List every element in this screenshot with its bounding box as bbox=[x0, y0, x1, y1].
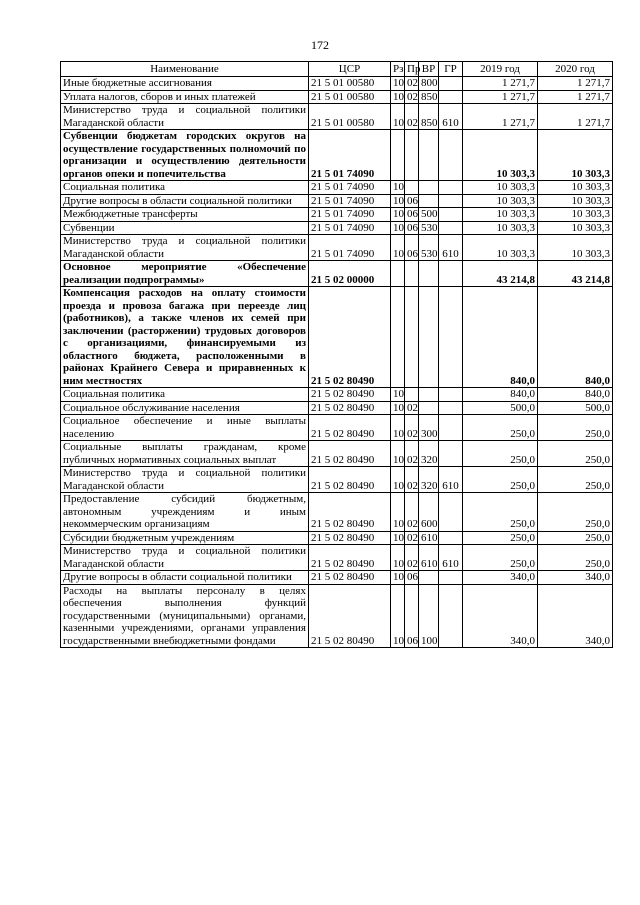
table-row bbox=[61, 441, 613, 467]
cell-rz: 10 bbox=[391, 221, 405, 235]
cell-pr: 06 bbox=[405, 235, 419, 261]
cell-vr bbox=[419, 261, 439, 287]
cell-name: Другие вопросы в области социальной политики bbox=[61, 194, 309, 208]
cell-rz bbox=[391, 287, 405, 388]
cell-2019: 10 303,3 bbox=[463, 221, 538, 235]
cell-csr: 21 5 02 00000 bbox=[309, 261, 391, 287]
cell-gr: 610 bbox=[439, 235, 463, 261]
cell-gr bbox=[439, 221, 463, 235]
cell-vr: 320 bbox=[419, 467, 439, 493]
cell-2019: 43 214,8 bbox=[463, 261, 538, 287]
cell-name: Социальное обслуживание населения bbox=[61, 401, 309, 415]
cell-pr bbox=[405, 130, 419, 181]
header-pr: Пр bbox=[405, 62, 419, 77]
cell-pr bbox=[405, 388, 419, 402]
cell-2019: 10 303,3 bbox=[463, 235, 538, 261]
cell-2020: 840,0 bbox=[538, 388, 613, 402]
cell-vr: 610 bbox=[419, 545, 439, 571]
cell-csr: 21 5 01 00580 bbox=[309, 104, 391, 130]
cell-name: Министерство труда и социальной политики Магаданской области bbox=[61, 235, 309, 261]
table-row bbox=[61, 221, 613, 235]
cell-pr: 02 bbox=[405, 104, 419, 130]
cell-csr: 21 5 02 80490 bbox=[309, 571, 391, 585]
cell-vr: 500 bbox=[419, 208, 439, 222]
cell-rz: 10 bbox=[391, 415, 405, 441]
cell-2019: 10 303,3 bbox=[463, 130, 538, 181]
table-row bbox=[61, 235, 613, 261]
table-row bbox=[61, 584, 613, 648]
cell-csr: 21 5 02 80490 bbox=[309, 531, 391, 545]
cell-vr bbox=[419, 287, 439, 388]
cell-rz: 10 bbox=[391, 493, 405, 532]
cell-2019: 500,0 bbox=[463, 401, 538, 415]
cell-pr: 02 bbox=[405, 441, 419, 467]
page-number: 172 bbox=[311, 38, 329, 52]
cell-2020: 10 303,3 bbox=[538, 235, 613, 261]
cell-2020: 10 303,3 bbox=[538, 221, 613, 235]
cell-gr bbox=[439, 571, 463, 585]
cell-2020: 1 271,7 bbox=[538, 104, 613, 130]
cell-csr: 21 5 02 80490 bbox=[309, 388, 391, 402]
cell-rz: 10 bbox=[391, 531, 405, 545]
cell-rz: 10 bbox=[391, 584, 405, 648]
table-row bbox=[61, 90, 613, 104]
table-row bbox=[61, 287, 613, 388]
cell-name: Межбюджетные трансферты bbox=[61, 208, 309, 222]
table-row bbox=[61, 181, 613, 195]
cell-2019: 10 303,3 bbox=[463, 181, 538, 195]
cell-csr: 21 5 02 80490 bbox=[309, 441, 391, 467]
cell-csr: 21 5 02 80490 bbox=[309, 401, 391, 415]
cell-name: Субвенции бюджетам городских округов на осуществление государственных полномочий по организации и осуществлению деятельности органов опеки и попечительства bbox=[61, 130, 309, 181]
cell-gr: 610 bbox=[439, 104, 463, 130]
cell-rz: 10 bbox=[391, 90, 405, 104]
cell-2020: 10 303,3 bbox=[538, 194, 613, 208]
cell-name: Министерство труда и социальной политики Магаданской области bbox=[61, 545, 309, 571]
cell-name: Социальное обеспечение и иные выплаты населению bbox=[61, 415, 309, 441]
header-2019: 2019 год bbox=[463, 62, 538, 77]
header-vr: ВР bbox=[419, 62, 439, 77]
cell-csr: 21 5 01 74090 bbox=[309, 235, 391, 261]
cell-csr: 21 5 02 80490 bbox=[309, 415, 391, 441]
cell-name: Предоставление субсидий бюджетным, автономным учреждениям и иным некоммерческим организациям bbox=[61, 493, 309, 532]
table-row bbox=[61, 388, 613, 402]
table-row bbox=[61, 208, 613, 222]
cell-2019: 250,0 bbox=[463, 531, 538, 545]
cell-pr: 02 bbox=[405, 415, 419, 441]
cell-gr bbox=[439, 208, 463, 222]
cell-2020: 250,0 bbox=[538, 531, 613, 545]
cell-2019: 250,0 bbox=[463, 415, 538, 441]
cell-rz: 10 bbox=[391, 77, 405, 91]
cell-csr: 21 5 02 80490 bbox=[309, 545, 391, 571]
cell-2020: 10 303,3 bbox=[538, 208, 613, 222]
cell-2020: 500,0 bbox=[538, 401, 613, 415]
table-row bbox=[61, 415, 613, 441]
cell-csr: 21 5 02 80490 bbox=[309, 287, 391, 388]
header-rz: Рз bbox=[391, 62, 405, 77]
cell-name: Компенсация расходов на оплату стоимости проезда и провоза багажа при переезде лиц (работников), а также членов их семей при заключении (расторжении) трудовых договоров с организациями, финансируемыми из областного бюджета, расположенными в районах Крайнего Севера и приравненных к ним местностях bbox=[61, 287, 309, 388]
budget-table bbox=[60, 61, 613, 648]
cell-gr bbox=[439, 181, 463, 195]
table-row bbox=[61, 467, 613, 493]
cell-vr bbox=[419, 181, 439, 195]
cell-2020: 340,0 bbox=[538, 584, 613, 648]
cell-2019: 1 271,7 bbox=[463, 90, 538, 104]
cell-2019: 250,0 bbox=[463, 493, 538, 532]
cell-csr: 21 5 02 80490 bbox=[309, 493, 391, 532]
cell-vr: 300 bbox=[419, 415, 439, 441]
cell-pr: 02 bbox=[405, 401, 419, 415]
cell-name: Социальные выплаты гражданам, кроме публичных нормативных социальных выплат bbox=[61, 441, 309, 467]
cell-csr: 21 5 01 74090 bbox=[309, 208, 391, 222]
cell-gr bbox=[439, 584, 463, 648]
cell-name: Социальная политика bbox=[61, 388, 309, 402]
cell-vr bbox=[419, 388, 439, 402]
cell-rz: 10 bbox=[391, 401, 405, 415]
cell-pr: 06 bbox=[405, 194, 419, 208]
cell-pr: 02 bbox=[405, 77, 419, 91]
cell-2019: 1 271,7 bbox=[463, 77, 538, 91]
cell-vr bbox=[419, 401, 439, 415]
cell-vr: 850 bbox=[419, 104, 439, 130]
cell-name: Другие вопросы в области социальной политики bbox=[61, 571, 309, 585]
cell-gr bbox=[439, 261, 463, 287]
cell-gr bbox=[439, 194, 463, 208]
cell-vr: 100 bbox=[419, 584, 439, 648]
cell-csr: 21 5 01 00580 bbox=[309, 77, 391, 91]
cell-csr: 21 5 01 74090 bbox=[309, 130, 391, 181]
cell-pr: 06 bbox=[405, 584, 419, 648]
cell-name: Иные бюджетные ассигнования bbox=[61, 77, 309, 91]
cell-pr: 02 bbox=[405, 531, 419, 545]
cell-gr bbox=[439, 493, 463, 532]
cell-name: Субвенции bbox=[61, 221, 309, 235]
table-row bbox=[61, 545, 613, 571]
cell-vr: 530 bbox=[419, 235, 439, 261]
cell-pr bbox=[405, 181, 419, 195]
cell-pr: 06 bbox=[405, 221, 419, 235]
cell-gr bbox=[439, 441, 463, 467]
table-row bbox=[61, 194, 613, 208]
cell-rz: 10 bbox=[391, 467, 405, 493]
cell-rz: 10 bbox=[391, 104, 405, 130]
cell-gr bbox=[439, 77, 463, 91]
cell-gr bbox=[439, 415, 463, 441]
cell-2019: 340,0 bbox=[463, 571, 538, 585]
cell-2020: 1 271,7 bbox=[538, 90, 613, 104]
table-row bbox=[61, 571, 613, 585]
cell-2019: 840,0 bbox=[463, 287, 538, 388]
cell-2019: 250,0 bbox=[463, 545, 538, 571]
cell-gr bbox=[439, 287, 463, 388]
cell-csr: 21 5 01 74090 bbox=[309, 181, 391, 195]
cell-2019: 10 303,3 bbox=[463, 194, 538, 208]
cell-gr: 610 bbox=[439, 545, 463, 571]
cell-vr: 600 bbox=[419, 493, 439, 532]
cell-vr: 850 bbox=[419, 90, 439, 104]
cell-gr bbox=[439, 388, 463, 402]
table-header-row bbox=[61, 62, 613, 77]
cell-2020: 1 271,7 bbox=[538, 77, 613, 91]
cell-gr bbox=[439, 531, 463, 545]
cell-rz: 10 bbox=[391, 545, 405, 571]
cell-2019: 250,0 bbox=[463, 441, 538, 467]
cell-gr bbox=[439, 401, 463, 415]
cell-rz: 10 bbox=[391, 388, 405, 402]
cell-csr: 21 5 01 74090 bbox=[309, 194, 391, 208]
cell-2019: 10 303,3 bbox=[463, 208, 538, 222]
cell-2020: 250,0 bbox=[538, 441, 613, 467]
cell-2020: 340,0 bbox=[538, 571, 613, 585]
cell-2020: 840,0 bbox=[538, 287, 613, 388]
cell-vr: 320 bbox=[419, 441, 439, 467]
table-row bbox=[61, 401, 613, 415]
cell-2020: 10 303,3 bbox=[538, 130, 613, 181]
table-row bbox=[61, 531, 613, 545]
cell-2019: 340,0 bbox=[463, 584, 538, 648]
cell-vr: 610 bbox=[419, 531, 439, 545]
header-csr: ЦСР bbox=[309, 62, 391, 77]
table-row bbox=[61, 261, 613, 287]
cell-vr: 800 bbox=[419, 77, 439, 91]
cell-csr: 21 5 02 80490 bbox=[309, 584, 391, 648]
cell-pr: 02 bbox=[405, 493, 419, 532]
table-body bbox=[61, 77, 613, 648]
cell-csr: 21 5 02 80490 bbox=[309, 467, 391, 493]
cell-rz: 10 bbox=[391, 208, 405, 222]
cell-vr bbox=[419, 571, 439, 585]
cell-2020: 250,0 bbox=[538, 467, 613, 493]
cell-vr bbox=[419, 194, 439, 208]
cell-name: Уплата налогов, сборов и иных платежей bbox=[61, 90, 309, 104]
cell-vr bbox=[419, 130, 439, 181]
table-row bbox=[61, 130, 613, 181]
cell-csr: 21 5 01 74090 bbox=[309, 221, 391, 235]
cell-rz: 10 bbox=[391, 571, 405, 585]
cell-pr bbox=[405, 261, 419, 287]
cell-name: Расходы на выплаты персоналу в целях обеспечения выполнения функций государственными (муниципальными) органами, казенными учреждениями, органами управления государственными внебюджетными фондами bbox=[61, 584, 309, 648]
cell-rz: 10 bbox=[391, 441, 405, 467]
table-row bbox=[61, 493, 613, 532]
cell-gr bbox=[439, 130, 463, 181]
cell-gr: 610 bbox=[439, 467, 463, 493]
table-row bbox=[61, 104, 613, 130]
cell-pr: 02 bbox=[405, 545, 419, 571]
cell-rz bbox=[391, 130, 405, 181]
cell-name: Социальная политика bbox=[61, 181, 309, 195]
cell-rz: 10 bbox=[391, 181, 405, 195]
cell-2019: 840,0 bbox=[463, 388, 538, 402]
table-row bbox=[61, 77, 613, 91]
header-2020: 2020 год bbox=[538, 62, 613, 77]
cell-vr: 530 bbox=[419, 221, 439, 235]
cell-2019: 1 271,7 bbox=[463, 104, 538, 130]
header-gr: ГР bbox=[439, 62, 463, 77]
cell-pr: 02 bbox=[405, 467, 419, 493]
cell-pr bbox=[405, 287, 419, 388]
cell-name: Основное мероприятие «Обеспечение реализации подпрограммы» bbox=[61, 261, 309, 287]
cell-csr: 21 5 01 00580 bbox=[309, 90, 391, 104]
cell-pr: 06 bbox=[405, 571, 419, 585]
cell-pr: 06 bbox=[405, 208, 419, 222]
header-name: Наименование bbox=[61, 62, 309, 77]
cell-rz: 10 bbox=[391, 194, 405, 208]
cell-rz bbox=[391, 261, 405, 287]
cell-2019: 250,0 bbox=[463, 467, 538, 493]
cell-name: Министерство труда и социальной политики Магаданской области bbox=[61, 467, 309, 493]
cell-2020: 10 303,3 bbox=[538, 181, 613, 195]
cell-2020: 43 214,8 bbox=[538, 261, 613, 287]
cell-rz: 10 bbox=[391, 235, 405, 261]
cell-2020: 250,0 bbox=[538, 545, 613, 571]
cell-name: Министерство труда и социальной политики Магаданской области bbox=[61, 104, 309, 130]
cell-gr bbox=[439, 90, 463, 104]
cell-2020: 250,0 bbox=[538, 415, 613, 441]
cell-name: Субсидии бюджетным учреждениям bbox=[61, 531, 309, 545]
cell-2020: 250,0 bbox=[538, 493, 613, 532]
cell-pr: 02 bbox=[405, 90, 419, 104]
